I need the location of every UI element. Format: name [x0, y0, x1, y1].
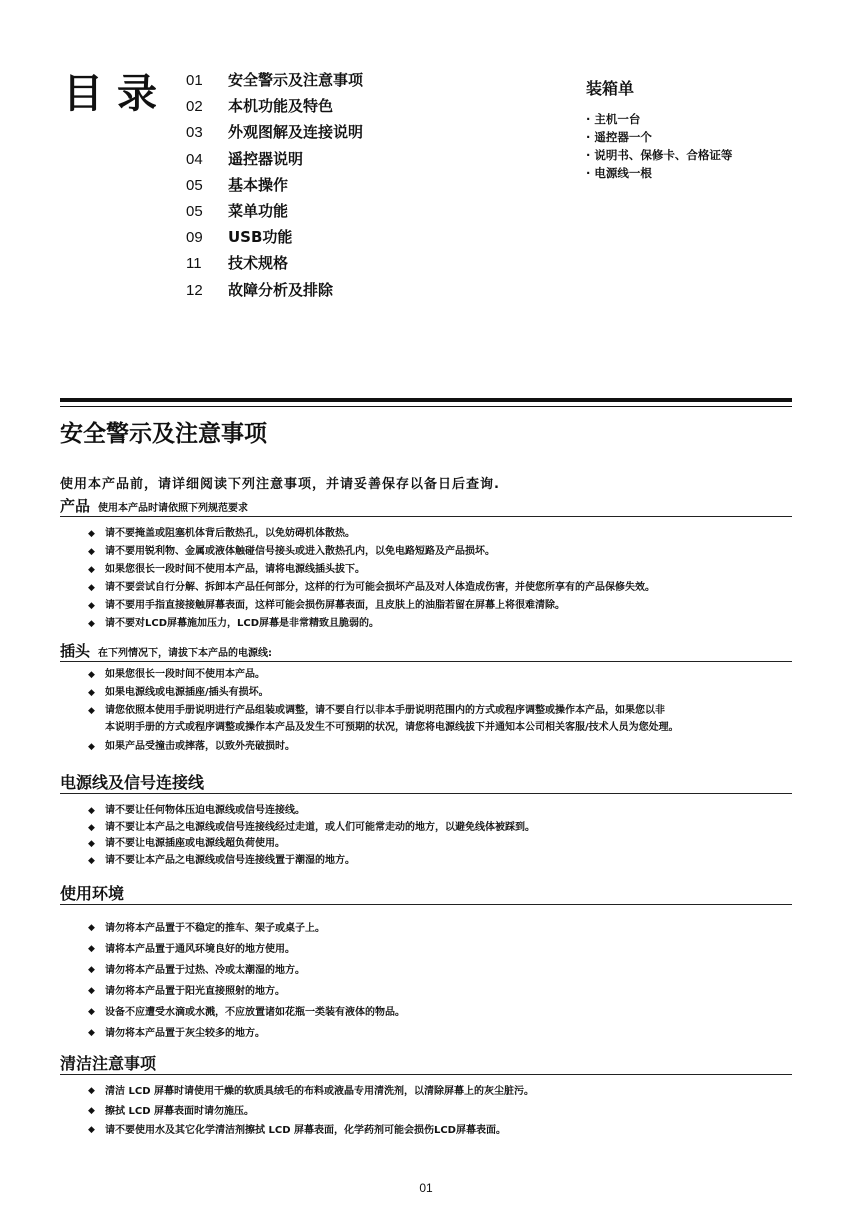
diamond-bullet-icon: ◆	[88, 583, 95, 593]
list-item: ◆ 设备不应遭受水滴或水溅，不应放置诸如花瓶一类装有液体的物品。	[88, 1002, 808, 1023]
diamond-bullet-icon: ◆	[88, 855, 95, 866]
toc-item[interactable]	[186, 252, 363, 278]
diamond-bullet-icon: ◆	[88, 688, 95, 698]
section-note: 使用本产品时请依照下列规范要求	[98, 503, 249, 514]
cleaning-list	[88, 1082, 808, 1141]
diamond-bullet-icon: ◆	[88, 965, 95, 975]
packing-list-title: 装箱单	[586, 79, 635, 98]
list-item: ◆ 请不要让本产品之电源线或信号连接线经过走道，或人们可能常走动的地方，以避免线体被踩到。	[88, 820, 808, 837]
toc-item-title: 基本操作	[228, 175, 289, 194]
diamond-bullet-icon: ◆	[88, 1086, 95, 1096]
section-note: 在下列情况下，请拔下本产品的电源线:	[98, 648, 273, 659]
section-title: 产品	[60, 497, 91, 515]
toc-item-number: 11	[186, 255, 202, 273]
diamond-bullet-icon: ◆	[88, 1105, 95, 1116]
toc-item-number: 05	[186, 176, 203, 194]
packing-item: · 电源线一根	[586, 166, 652, 180]
toc-item[interactable]	[186, 69, 363, 95]
product-list	[88, 525, 808, 633]
diamond-bullet-icon: ◆	[88, 706, 95, 716]
list-item: ◆ 请将本产品置于通风环境良好的地方使用。	[88, 939, 808, 960]
toc-item-number: 04	[186, 150, 203, 168]
diamond-bullet-icon: ◆	[88, 839, 95, 849]
section-header-environment	[60, 881, 792, 905]
page-title: 安全警示及注意事项	[60, 421, 267, 447]
toc-item-number: 03	[186, 124, 203, 142]
list-item: ◆ 如果您很长一段时间不使用本产品。	[88, 666, 808, 684]
list-item: ◆ 请您依照本使用手册说明进行产品组装或调整，请不要自行以非本手册说明范围内的方式或程序调整或操作本产品，如果您以非 本说明手册的方式或程序调整或操作本产品及发生不可预期的状况，请您将电源线拔下并通知本公司相关客服/技术人员为您处理。	[88, 702, 808, 738]
diamond-bullet-icon: ◆	[88, 923, 95, 933]
toc-item-title: USB功能	[228, 228, 293, 247]
toc-item-title: 故障分析及排除	[228, 280, 334, 299]
section-title: 插头	[60, 642, 91, 660]
packing-item: · 主机一台	[586, 112, 641, 126]
toc-heading: 目录	[63, 71, 171, 117]
section-title: 电源线及信号连接线	[60, 773, 205, 792]
toc-item[interactable]	[186, 121, 363, 147]
divider-thick	[60, 398, 792, 402]
diamond-bullet-icon: ◆	[88, 529, 95, 539]
diamond-bullet-icon: ◆	[88, 742, 95, 752]
toc-item-title: 技术规格	[228, 254, 289, 273]
toc-item[interactable]	[186, 148, 363, 174]
list-item: ◆ 请不要让本产品之电源线或信号连接线置于潮湿的地方。	[88, 853, 808, 870]
page-number: 01	[419, 1181, 433, 1195]
list-item: ◆ 请勿将本产品置于不稳定的推车、架子或桌子上。	[88, 918, 808, 939]
list-item: ◆ 请不要让任何物体压迫电源线或信号连接线。	[88, 803, 808, 820]
list-item: ◆ 如果电源线或电源插座/插头有损坏。	[88, 684, 808, 702]
toc-list	[186, 69, 363, 305]
diamond-bullet-icon: ◆	[88, 547, 95, 557]
list-item: ◆ 请不要使用水及其它化学清洁剂擦拭 LCD 屏幕表面，化学药剂可能会损伤LCD屏幕表面。	[88, 1121, 808, 1141]
list-item: ◆ 请勿将本产品置于灰尘较多的地方。	[88, 1023, 808, 1044]
toc-item-title: 安全警示及注意事项	[228, 71, 364, 89]
diamond-bullet-icon: ◆	[88, 806, 95, 816]
list-item: ◆ 请不要对LCD屏幕施加压力，LCD屏幕是非常精致且脆弱的。	[88, 615, 808, 633]
list-item: ◆ 擦拭 LCD 屏幕表面时请勿施压。	[88, 1102, 808, 1122]
toc-item-title: 遥控器说明	[228, 149, 304, 168]
intro-text: 使用本产品前，请详细阅读下列注意事项，并请妥善保存以备日后查询.	[60, 477, 500, 492]
diamond-bullet-icon: ◆	[88, 1007, 95, 1017]
diamond-bullet-icon: ◆	[88, 670, 95, 680]
section-header-cleaning	[60, 1051, 792, 1075]
list-item: ◆ 请勿将本产品置于过热、冷或太潮湿的地方。	[88, 960, 808, 981]
toc-item-number: 12	[186, 281, 203, 299]
list-item: ◆ 请不要用锐利物、金属或液体触碰信号接头或进入散热孔内，以免电路短路及产品损坏。	[88, 543, 808, 561]
toc-item-number: 05	[186, 202, 203, 220]
list-item: ◆ 如果产品受撞击或摔落，以致外壳破损时。	[88, 738, 808, 756]
diamond-bullet-icon: ◆	[88, 565, 95, 575]
toc-item-number: 02	[186, 98, 203, 116]
section-title: 清洁注意事项	[60, 1054, 157, 1073]
list-item: ◆ 请不要尝试自行分解、拆卸本产品任何部分，这样的行为可能会损坏产品及对人体造成伤害，并使您所享有的产品保修失效。	[88, 579, 808, 597]
diamond-bullet-icon: ◆	[88, 1028, 95, 1038]
list-item: ◆ 请勿将本产品置于阳光直接照射的地方。	[88, 981, 808, 1002]
power-list	[88, 803, 808, 869]
diamond-bullet-icon: ◆	[88, 986, 95, 996]
section-title: 使用环境	[60, 884, 125, 903]
list-item: ◆ 请不要让电源插座或电源线超负荷使用。	[88, 836, 808, 853]
list-item: ◆ 清洁 LCD 屏幕时请使用干燥的软质具绒毛的布料或液晶专用清洗剂，以清除屏幕上的灰尘脏污。	[88, 1082, 808, 1102]
toc-item[interactable]	[186, 226, 363, 252]
diamond-bullet-icon: ◆	[88, 944, 95, 954]
toc-item[interactable]	[186, 279, 363, 305]
diamond-bullet-icon: ◆	[88, 601, 95, 611]
packing-item: · 遥控器一个	[586, 130, 652, 144]
toc-item-title: 菜单功能	[228, 201, 289, 220]
toc-item[interactable]	[186, 200, 363, 226]
environment-list	[88, 918, 808, 1044]
list-item: ◆ 如果您很长一段时间不使用本产品，请将电源线插头拔下。	[88, 561, 808, 579]
list-item: ◆ 请不要掩盖或阻塞机体背后散热孔，以免妨碍机体散热。	[88, 525, 808, 543]
section-header-plug	[60, 640, 792, 662]
divider-thin	[60, 406, 792, 407]
diamond-bullet-icon: ◆	[88, 619, 95, 629]
packing-list	[586, 76, 732, 183]
toc-item-number: 01	[186, 72, 203, 89]
toc-item-number: 09	[186, 229, 203, 247]
diamond-bullet-icon: ◆	[88, 1125, 95, 1135]
packing-item: · 说明书、保修卡、合格证等	[586, 148, 733, 162]
list-item: ◆ 请不要用手指直接接触屏幕表面，这样可能会损伤屏幕表面，且皮肤上的油脂若留在屏幕上将很难清除。	[88, 597, 808, 615]
section-header-product	[60, 495, 792, 517]
toc-item[interactable]	[186, 174, 363, 200]
diamond-bullet-icon: ◆	[88, 822, 95, 833]
toc-item[interactable]	[186, 95, 363, 121]
section-header-power	[60, 770, 792, 794]
toc-item-title: 外观图解及连接说明	[228, 123, 364, 142]
toc-item-title: 本机功能及特色	[228, 97, 334, 116]
plug-list	[88, 666, 808, 756]
